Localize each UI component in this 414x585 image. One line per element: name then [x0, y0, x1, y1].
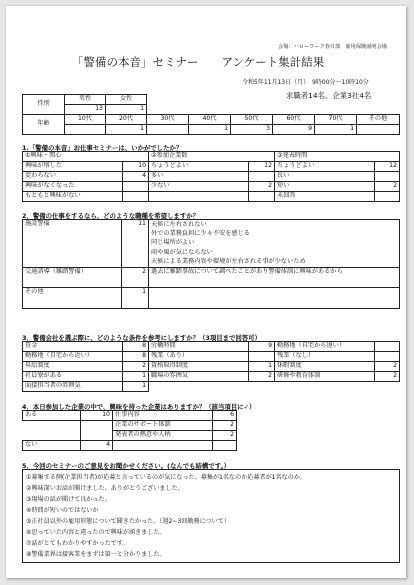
- q2-reason: 雨や風が気にならない: [151, 248, 213, 256]
- q3-count: 2: [249, 372, 275, 382]
- q1-count: 10: [123, 162, 149, 172]
- q3-heading: 3．警備会社を選ぶ際に、どのような条件を参考にしますか？（3項目まで回答可）: [22, 334, 261, 342]
- q1-count: 2: [375, 182, 400, 192]
- q3-table: [22, 341, 400, 392]
- q2-count: 2: [122, 268, 149, 288]
- q5-heading: 5．今回のセミナーのご意見をお聞かせください。(なんでも結構です。）: [22, 462, 231, 470]
- age-value: 1: [106, 125, 147, 135]
- q3-count: 1: [123, 382, 149, 392]
- age-value: 9: [273, 125, 315, 135]
- q3-count: [375, 342, 400, 352]
- age-value: [65, 125, 106, 135]
- q1-option: ちょうどよい: [275, 162, 375, 172]
- q1-option: 未回答: [275, 192, 375, 202]
- q1-count: 2: [249, 182, 275, 192]
- age-header: 10代: [65, 115, 106, 125]
- q4-yes-label: ある: [23, 411, 81, 421]
- q5-comment: ④時間が短いのではないか: [26, 507, 99, 514]
- q2-option: 施設警備: [23, 220, 122, 268]
- q2-count: 11: [122, 220, 149, 268]
- q1-option: 短い: [275, 182, 375, 192]
- q2-reason: 同じ場所がよい: [151, 239, 195, 247]
- q3-count: 2: [123, 362, 149, 372]
- q3-count: 2: [375, 372, 400, 382]
- q1-column-header: ①興味・関心: [23, 152, 149, 162]
- q1-count: [375, 192, 400, 202]
- q1-count: [123, 182, 149, 192]
- q1-count: 12: [375, 162, 400, 172]
- q5-comment: ③現場の話が聞けて良かった。: [26, 496, 111, 503]
- q2-table: [22, 219, 400, 309]
- document-page: [6, 6, 406, 578]
- q1-column-header: ②参加企業数: [149, 152, 275, 162]
- q1-option: もともと興味がない: [23, 192, 123, 202]
- q3-option: 研修や教育体制: [275, 372, 375, 382]
- age-header: その他: [357, 115, 400, 125]
- gender-label: 性別: [23, 95, 65, 115]
- age-header: 50代: [231, 115, 273, 125]
- attendance-summary: 求職者14名、企業3社4名: [286, 91, 372, 100]
- q4-detail-count: 2: [213, 421, 237, 431]
- q3-option: 昇給制度: [23, 362, 123, 372]
- age-header: 70代: [315, 115, 357, 125]
- event-date: 令和5年11月13日（月） 9時00分～10時10分: [242, 79, 369, 86]
- q3-count: 1: [249, 362, 275, 372]
- q5-comment: ⑥思っていた内容と違ったので興味が湧きました。: [26, 529, 166, 536]
- q4-detail-count: 2: [213, 431, 237, 441]
- q1-count: 12: [249, 162, 275, 172]
- age-value: 1: [315, 125, 357, 135]
- q5-comment: ②興味深いお話が聞けました。ありがとうございました。: [26, 485, 184, 492]
- q3-count: 8: [123, 352, 149, 362]
- q1-column-header: ③発表時間: [275, 152, 400, 162]
- age-value: 1: [189, 125, 231, 135]
- age-header: 20代: [106, 115, 147, 125]
- venue-text: 会場：ハローワーク春日部 雇用保険説明会場: [278, 44, 387, 50]
- female-count: 1: [106, 105, 147, 115]
- age-header: 60代: [273, 115, 315, 125]
- q5-comment: ⑦話がとてもわかりやすかったです。: [26, 540, 129, 547]
- q4-detail-option: 発表者の熱意や人柄: [113, 431, 213, 441]
- q1-option: 興味が増した: [23, 162, 123, 172]
- q1-option: [149, 192, 249, 202]
- q2-reason: 天候による業務内容や環境が左右される事が少ないため: [151, 257, 306, 265]
- q4-table: [22, 410, 237, 451]
- age-value: [147, 125, 189, 135]
- q3-option: 勤務地（自宅から近い）: [23, 352, 123, 362]
- q4-detail-option: [113, 441, 213, 451]
- q1-count: 4: [123, 172, 149, 182]
- q1-count: [249, 172, 275, 182]
- q3-count: [249, 352, 275, 362]
- q3-count: 8: [123, 342, 149, 352]
- q4-heading: 4．本日参加した企業の中で、興味を持った企業はありますか？（該当項目に✓）: [22, 403, 256, 411]
- q1-option: 多い: [149, 172, 249, 182]
- q1-count: [249, 192, 275, 202]
- age-value: 3: [231, 125, 273, 135]
- q3-option: 残業（なし）: [275, 352, 375, 362]
- q3-option: 面接担当者の雰囲気: [23, 382, 123, 392]
- q1-option: 変わらない: [23, 172, 123, 182]
- q2-reason: 外での業務負担に少々不安を感じる: [151, 230, 250, 238]
- male-label: 男性: [65, 95, 106, 105]
- q2-reason: 天候に左右されない: [151, 221, 207, 228]
- q3-option: 残業（あり）: [149, 352, 249, 362]
- male-count: 13: [65, 105, 106, 115]
- age-header: 40代: [189, 115, 231, 125]
- q3-count: 1: [123, 372, 149, 382]
- q2-option: その他: [23, 288, 122, 309]
- q1-heading: 1.「警備の本音」お仕事セミナーは、いかがでしたか？: [22, 144, 183, 152]
- q1-table: [22, 151, 400, 202]
- q3-option: 賃金: [23, 342, 123, 352]
- q3-count: 9: [249, 342, 275, 352]
- q1-option: 少ない: [149, 182, 249, 192]
- q1-option: 興味がなくなった: [23, 182, 123, 192]
- q3-option: 職場の雰囲気: [149, 372, 249, 382]
- q3-option: 勤務地（自宅から遠い）: [275, 342, 375, 352]
- q1-option: 長い: [275, 172, 375, 182]
- q3-count: [375, 352, 400, 362]
- q2-option: 交通誘導（雑踏警備）: [23, 268, 122, 288]
- q4-detail-count: 6: [213, 411, 237, 421]
- age-label: 年齢: [23, 115, 65, 135]
- q3-option: 資格取得制度: [149, 362, 249, 372]
- q3-option: 労働時間: [149, 342, 249, 352]
- q2-reason: 過去に雑踏事故について調べたことがあり警備体制に興味があるから: [149, 268, 400, 288]
- age-value: [357, 125, 400, 135]
- q4-detail-option: 仕事内容: [113, 411, 213, 421]
- q4-yes-count: 10: [81, 411, 113, 421]
- q2-count: 1: [122, 288, 149, 309]
- q5-comment: ⑤正社員以外の雇用形態について聞きたかった。（週2~3回勤務について）: [26, 518, 230, 525]
- q5-comment: ①募集する側(企業担当者)が応募と言っているのが気になった。募集が1名なのか応募者が1名なのか。: [26, 474, 307, 481]
- q4-detail-count: [213, 441, 237, 451]
- q1-count: [123, 192, 149, 202]
- q5-comments-box: [22, 469, 400, 563]
- document-title: 「警備の本音」セミナー アンケート集計結果: [72, 55, 325, 69]
- q2-heading: 2．警備の仕事をするなら、どのような職種を希望しますか？: [22, 212, 199, 220]
- demographics-table: [22, 94, 400, 135]
- q1-count: [375, 172, 400, 182]
- q4-detail-option: 企業のサポート体制: [113, 421, 213, 431]
- q2-reasons: [149, 220, 400, 268]
- female-label: 女性: [106, 95, 147, 105]
- q1-option: ちょうどよい: [149, 162, 249, 172]
- q2-reason-empty: [149, 288, 400, 309]
- q4-no-label: ない: [23, 441, 81, 451]
- q5-comment: ⑧警備業界は接客業をまずは第一と分かりました。: [26, 551, 166, 558]
- q3-option: 休暇制度: [275, 362, 375, 372]
- q4-no-count: 4: [81, 441, 113, 451]
- age-header: 30代: [147, 115, 189, 125]
- q3-option: 社員寮がある: [23, 372, 123, 382]
- q3-count: 2: [375, 362, 400, 372]
